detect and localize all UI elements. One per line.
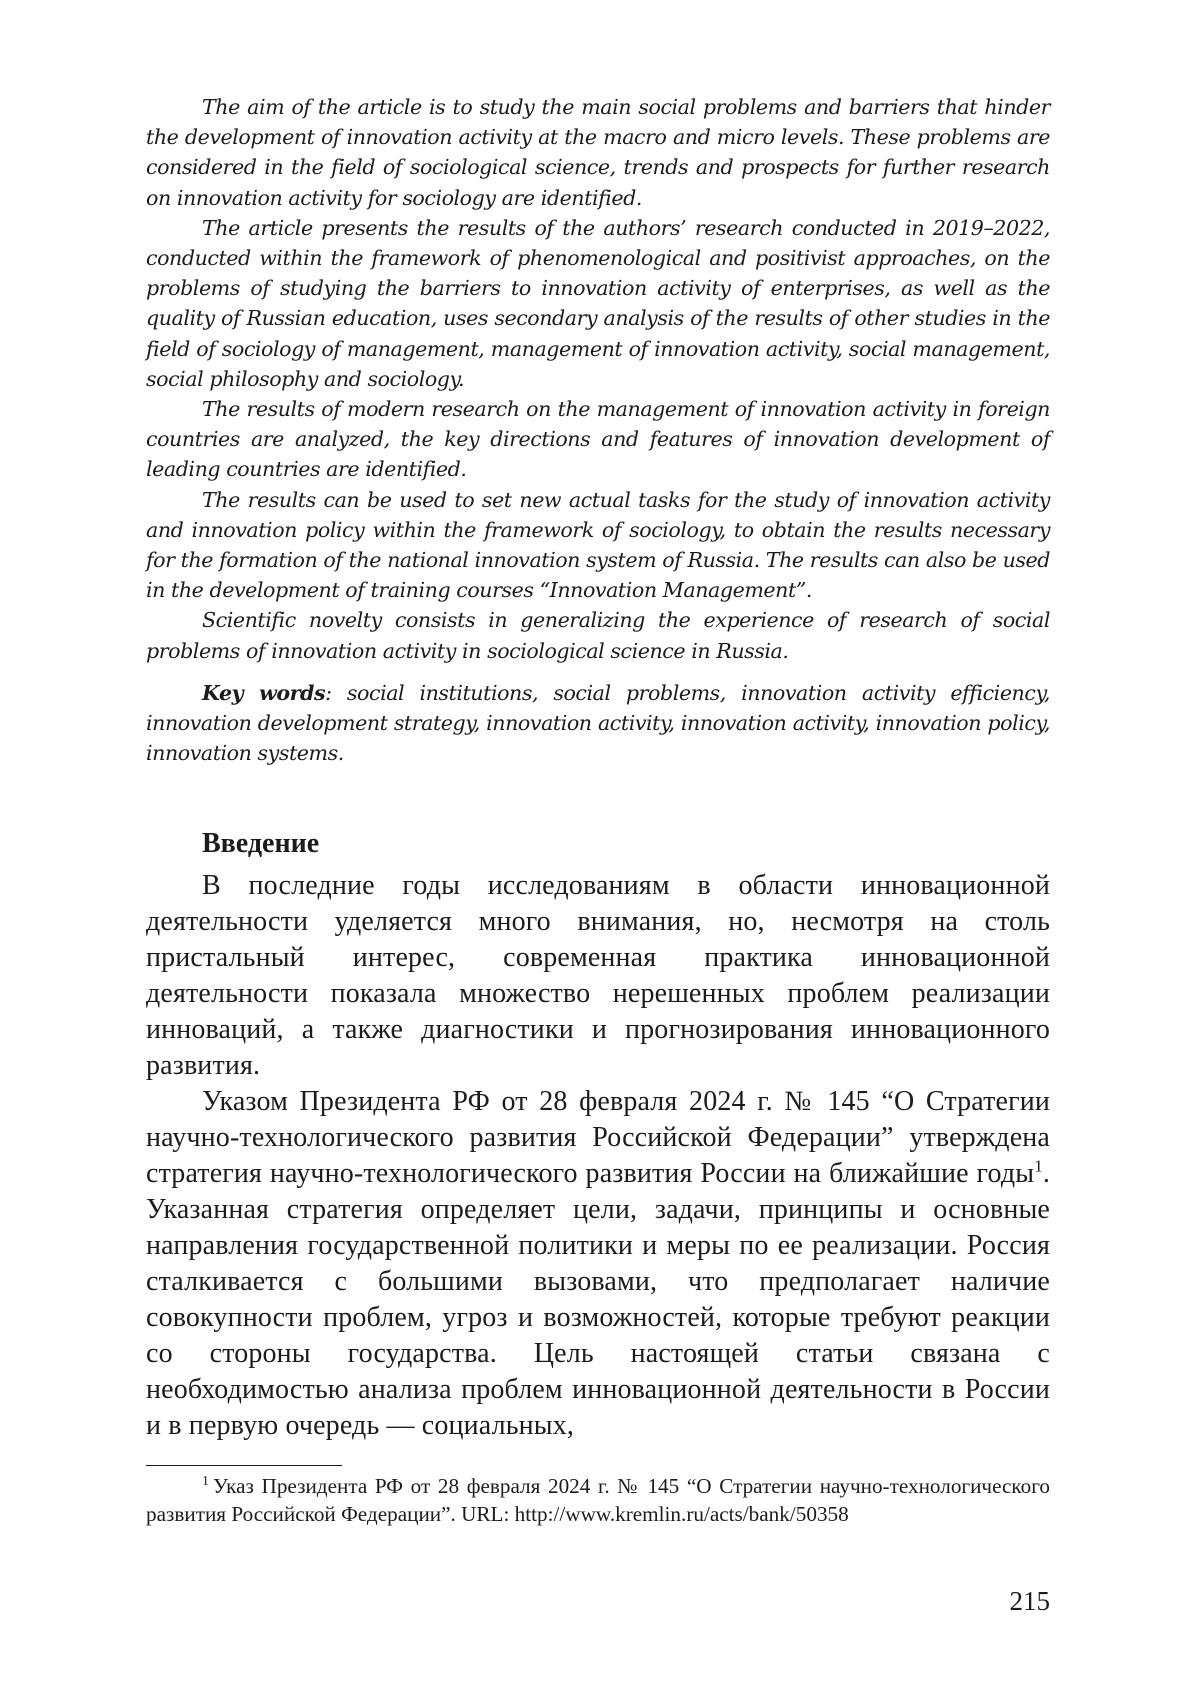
keywords-text: : social institutions, social problems, innovation activity efficiency, innovation development strategy, innovation activity, innovation activity, innovation policy, innovation systems. [146,680,1050,766]
footnote-number: 1 [202,1473,209,1489]
footnote-text: Указ Президента РФ от 28 февраля 2024 г. № 145 “О Стратегии научно-технологического развития Российской Федерации”. URL: http://www.kremlin.ru/acts/bank/50358 [146,1474,1050,1526]
section-heading: Введение [202,828,320,860]
page-content [146,92,1050,1444]
footnote-reference[interactable]: 1 [1034,1157,1043,1177]
abstract [146,92,1050,666]
body-paragraph-1: В последние годы исследованиям в области инновационной деятельности уделяется много внимания, но, несмотря на столь пристальный интерес, современная практика инновационной деятельности показала множество нерешенных проблем реализации инноваций, а также диагностики и прогнозирования инновационного развития. [146,870,1050,1082]
abstract-paragraph-application: The results can be used to set new actual tasks for the study of innovation activity and innovation policy within the framework of sociology, to obtain the results necessary for the formation of the national innovation system of Russia. The results can also be used in the development of training courses “Innovation Management”. [146,487,1050,603]
abstract-paragraph-aim: The aim of the article is to study the main social problems and barriers that hinder the development of innovation activity at the macro and micro levels. These problems are considered in the field of sociological science, trends and prospects for further research on innovation activity for sociology are identified. [146,95,1050,210]
footnote [146,1472,1050,1528]
abstract-paragraph-methods: The article presents the results of the authors’ research conducted in 2019–2022, conducted within the framework of phenomenological and positivist approaches, on the problems of studying the barriers to innovation activity of enterprises, as well as the quality of Russian education, uses secondary analysis of the results of other studies in the field of sociology of management, management of innovation activity, social management, social philosophy and sociology. [146,215,1050,391]
body-paragraph-2 [146,1084,1050,1444]
page-number: 215 [1009,1586,1050,1616]
abstract-paragraph-foreign-research: The results of modern research on the management of innovation activity in foreign countries are analyzed, the key directions and features of innovation development of leading countries are identified. [146,397,1050,482]
keywords-label: Key words [202,680,326,705]
body-paragraph-2-end: . Указанная стратегия определяет цели, задачи, принципы и основные направления государственной политики и меры по ее реализации. Россия сталкивается с большими вызовами, что предполагает наличие совокупности проблем, угроз и возможностей, которые требуют реакции со стороны государства. Цель настоящей статьи связана с необходимостью анализа проблем инновационной деятельности в России и в первую очередь — социальных, [146,1158,1050,1442]
body-text [146,868,1050,1444]
abstract-paragraph-novelty: Scientific novelty consists in generalizing the experience of research of social problems of innovation activity in sociological science in Russia. [146,608,1050,663]
body-paragraph-2-start: Указом Президента РФ от 28 февраля 2024 г. № 145 “О Стратегии научно-технологического развития Российской Федерации” утверждена стратегия научно-технологического развития России на ближайшие годы [146,1086,1050,1190]
footnote-separator [146,1465,342,1466]
keywords [146,678,1050,769]
